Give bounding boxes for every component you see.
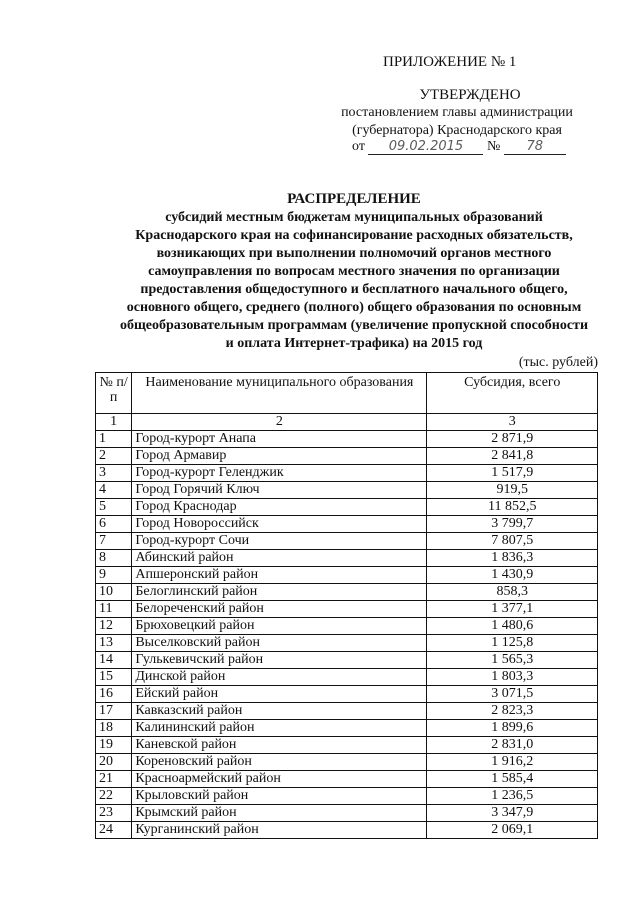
row-name: Ейский район (132, 686, 427, 703)
decree-number: 78 (504, 139, 566, 155)
row-number: 13 (96, 635, 132, 652)
approved-line-1: постановлением главы администрации (341, 105, 573, 120)
row-subsidy: 7 807,5 (427, 533, 598, 550)
row-name: Город Армавир (132, 448, 427, 465)
table-row (96, 499, 598, 516)
title-line-5: предоставления общедоступного и бесплатного начального общего, (140, 282, 568, 297)
table-row (96, 431, 598, 448)
column-number-1: 1 (96, 414, 132, 431)
row-subsidy: 2 823,3 (427, 703, 598, 720)
row-name: Кавказский район (132, 703, 427, 720)
row-number: 1 (96, 431, 132, 448)
row-number: 4 (96, 482, 132, 499)
row-number: 14 (96, 652, 132, 669)
table-row (96, 567, 598, 584)
table-row (96, 533, 598, 550)
table-row (96, 788, 598, 805)
table-row (96, 482, 598, 499)
table-row (96, 618, 598, 635)
row-subsidy: 11 852,5 (427, 499, 598, 516)
row-name: Динской район (132, 669, 427, 686)
row-name: Курганинский район (132, 822, 427, 839)
row-number: 3 (96, 465, 132, 482)
row-subsidy: 1 125,8 (427, 635, 598, 652)
row-subsidy: 1 916,2 (427, 754, 598, 771)
row-number: 22 (96, 788, 132, 805)
column-number-3: 3 (427, 414, 598, 431)
table-header-row (96, 373, 598, 414)
row-subsidy: 2 831,0 (427, 737, 598, 754)
row-name: Город-курорт Сочи (132, 533, 427, 550)
row-number: 19 (96, 737, 132, 754)
row-subsidy: 1 899,6 (427, 720, 598, 737)
row-number: 18 (96, 720, 132, 737)
row-name: Город-курорт Анапа (132, 431, 427, 448)
distribution-table (95, 372, 598, 839)
row-name: Гулькевичский район (132, 652, 427, 669)
row-name: Крымский район (132, 805, 427, 822)
row-subsidy: 2 871,9 (427, 431, 598, 448)
decree-date-row (352, 139, 566, 155)
row-name: Абинский район (132, 550, 427, 567)
header-name: Наименование муниципального образования (132, 373, 427, 414)
table-body (96, 431, 598, 839)
table-row (96, 805, 598, 822)
table-row (96, 601, 598, 618)
table-row (96, 686, 598, 703)
title-main: РАСПРЕДЕЛЕНИЕ (287, 191, 421, 207)
row-name: Апшеронский район (132, 567, 427, 584)
row-subsidy: 3 347,9 (427, 805, 598, 822)
row-name: Город Краснодар (132, 499, 427, 516)
row-subsidy: 1 377,1 (427, 601, 598, 618)
row-subsidy: 1 585,4 (427, 771, 598, 788)
row-subsidy: 1 480,6 (427, 618, 598, 635)
row-name: Город Горячий Ключ (132, 482, 427, 499)
row-number: 24 (96, 822, 132, 839)
table-row (96, 516, 598, 533)
title-line-8: и оплата Интернет-трафика) на 2015 год (225, 336, 483, 351)
row-subsidy: 1 565,3 (427, 652, 598, 669)
title-line-7: общеобразовательным программам (увеличение пропускной способности (119, 318, 589, 333)
title-line-4: самоуправления по вопросам местного значения по организации (148, 264, 560, 279)
row-name: Каневской район (132, 737, 427, 754)
table-row (96, 448, 598, 465)
table-row (96, 584, 598, 601)
row-number: 6 (96, 516, 132, 533)
row-subsidy: 858,3 (427, 584, 598, 601)
row-name: Кореновский район (132, 754, 427, 771)
row-name: Крыловский район (132, 788, 427, 805)
table-row (96, 652, 598, 669)
row-name: Город Новороссийск (132, 516, 427, 533)
row-subsidy: 1 803,3 (427, 669, 598, 686)
row-number: 20 (96, 754, 132, 771)
table-row (96, 550, 598, 567)
table-row (96, 465, 598, 482)
row-subsidy: 1 836,3 (427, 550, 598, 567)
table-row (96, 822, 598, 839)
header-subsidy: Субсидия, всего (427, 373, 598, 414)
row-number: 10 (96, 584, 132, 601)
document-title (110, 190, 598, 353)
row-name: Белоглинский район (132, 584, 427, 601)
row-subsidy: 1 430,9 (427, 567, 598, 584)
row-name: Город-курорт Геленджик (132, 465, 427, 482)
title-line-2: Краснодарского края на софинансирование расходных обязательств, (135, 228, 573, 243)
row-name: Белореченский район (132, 601, 427, 618)
approval-block (322, 86, 592, 140)
row-subsidy: 2 069,1 (427, 822, 598, 839)
row-name: Выселковский район (132, 635, 427, 652)
row-name: Калининский район (132, 720, 427, 737)
title-line-1: субсидий местным бюджетам муниципальных образований (165, 210, 543, 225)
decree-date: 09.02.2015 (368, 139, 483, 155)
table-row (96, 754, 598, 771)
row-number: 12 (96, 618, 132, 635)
row-subsidy: 1 236,5 (427, 788, 598, 805)
table-row (96, 703, 598, 720)
column-number-row (96, 414, 598, 431)
units-label: (тыс. рублей) (518, 355, 598, 370)
row-subsidy: 919,5 (427, 482, 598, 499)
title-line-6: основного общего, среднего (полного) общего образования по основным (126, 300, 582, 315)
row-subsidy: 2 841,8 (427, 448, 598, 465)
table-row (96, 771, 598, 788)
approved-title: УТВЕРЖДЕНО (419, 87, 521, 103)
row-number: 23 (96, 805, 132, 822)
row-number: 5 (96, 499, 132, 516)
row-number: 21 (96, 771, 132, 788)
row-number: 11 (96, 601, 132, 618)
date-prefix: от (352, 139, 365, 154)
title-line-3: возникающих при выполнении полномочий органов местного (156, 246, 552, 261)
row-subsidy: 1 517,9 (427, 465, 598, 482)
table-row (96, 720, 598, 737)
approved-line-2: (губернатора) Краснодарского края (352, 123, 562, 138)
row-number: 9 (96, 567, 132, 584)
row-subsidy: 3 071,5 (427, 686, 598, 703)
row-number: 15 (96, 669, 132, 686)
appendix-label: ПРИЛОЖЕНИЕ № 1 (383, 54, 517, 70)
table-row (96, 669, 598, 686)
header-number: № п/п (96, 373, 132, 414)
column-number-2: 2 (132, 414, 427, 431)
row-number: 7 (96, 533, 132, 550)
row-number: 16 (96, 686, 132, 703)
row-name: Брюховецкий район (132, 618, 427, 635)
row-number: 2 (96, 448, 132, 465)
table-row (96, 635, 598, 652)
row-name: Красноармейский район (132, 771, 427, 788)
row-subsidy: 3 799,7 (427, 516, 598, 533)
number-label: № (486, 139, 501, 154)
table-row (96, 737, 598, 754)
row-number: 17 (96, 703, 132, 720)
row-number: 8 (96, 550, 132, 567)
